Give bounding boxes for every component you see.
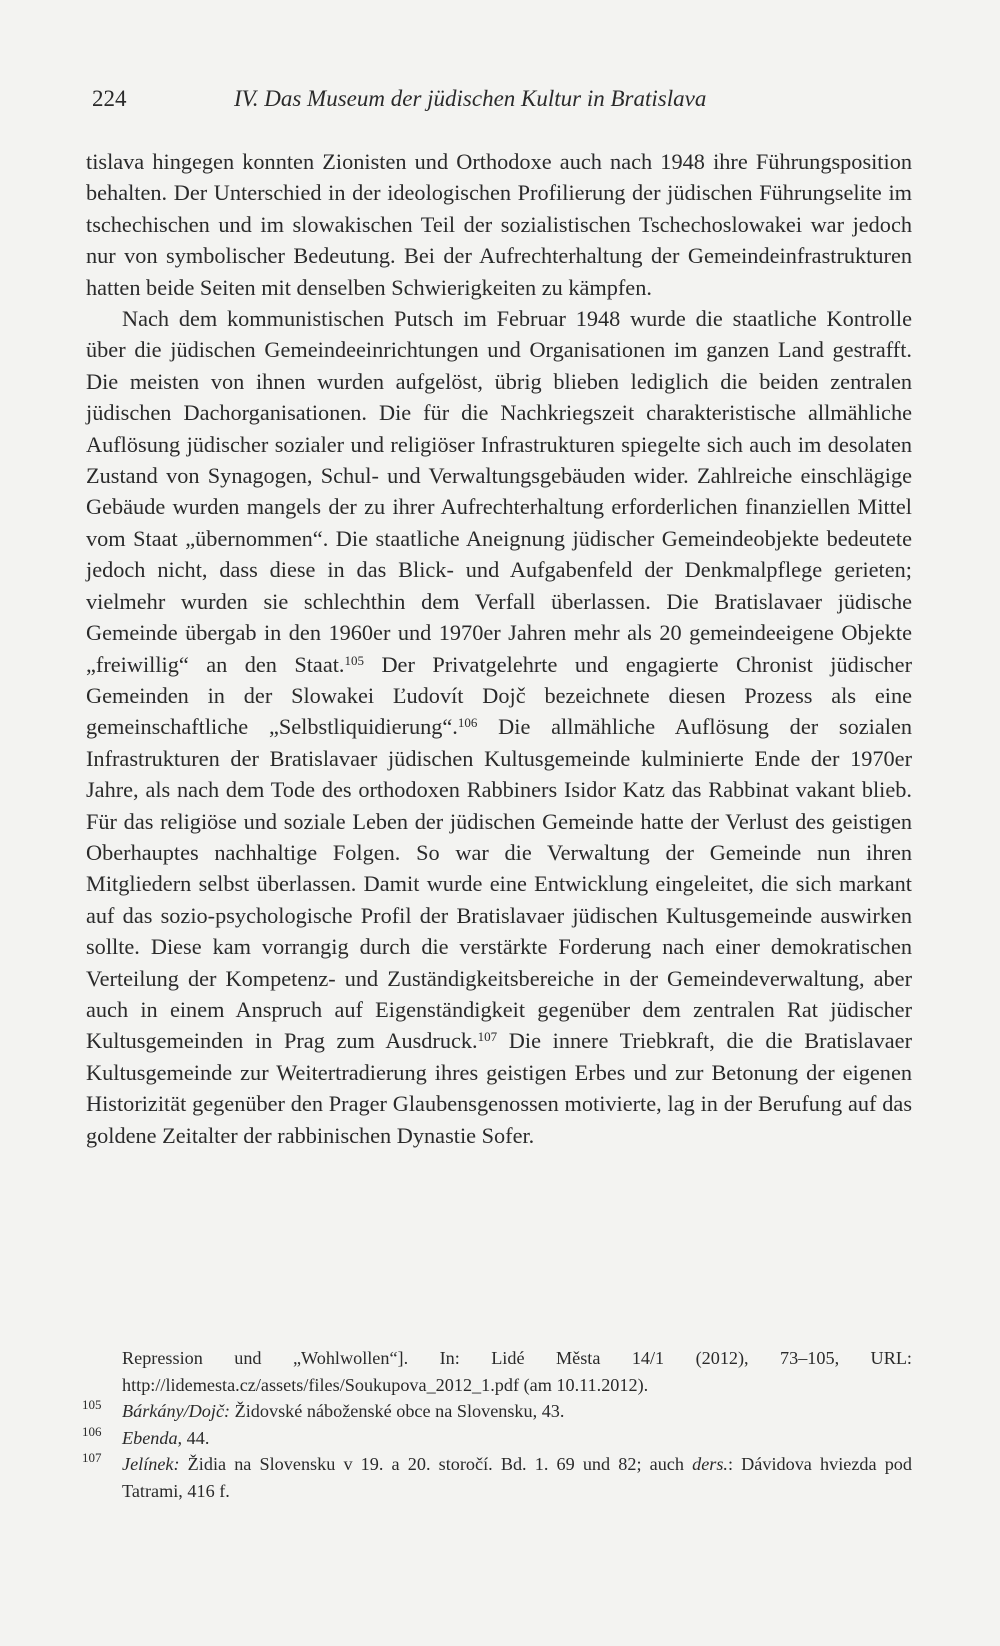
footnote-ref-107[interactable]: 107 (477, 1029, 498, 1045)
paragraph-2-part-c: Die allmähliche Auflösung der sozialen Infrastrukturen der Bratislavaer jüdischen Kultusgemeinde kulminierte Ende der 1970er Jahre, als nach dem Tode des orthodoxen Rabbiners Isidor Katz das Rabbinat vakant blieb. Für das religiöse und soziale Leben der jüdischen Gemeinde hatte der Verlust des geistigen Oberhauptes nachhaltige Folgen. So war die Verwaltung der Gemeinde nun ihren Mitgliedern selbst überlassen. Damit wurde eine Entwicklung eingeleitet, die sich markant auf das sozio-psychologische Profil der Bratislavaer jüdischen Kultusgemeinde auswirken sollte. Diese kam vorrangig durch die verstärkte Forderung nach einer demokratischen Verteilung der Kompetenz- und Zuständigkeitsbereiche in der Gemeindeverwaltung, aber auch in einem Anspruch auf Eigenständigkeit gegenüber dem zentralen Rat jüdischer Kultusgemeinden in Prag zum Ausdruck. (86, 714, 912, 1054)
paragraph-2-part-a: Nach dem kommunistischen Putsch im Februar 1948 wurde die staatliche Kontrolle über die jüdischen Gemeindeeinrichtungen und Organisationen im ganzen Land gestrafft. Die meisten von ihnen wurden aufgelöst, übrig blieben lediglich die beiden zentralen jüdischen Dachorganisationen. Die für die Nachkriegszeit charakteristische allmähliche Auflösung jüdischer sozialer und religiöser Infrastrukturen spiegelte sich auch im desolaten Zustand von Synagogen, Schul- und Verwaltungsgebäuden wider. Zahlreiche einschlägige Gebäude wurden mangels der zu ihrer Aufrechterhaltung erforderlichen finanziellen Mittel vom Staat „übernommen“. Die staatliche Aneignung jüdischer Gemeindeobjekte bedeutete jedoch nicht, dass diese in das Blick- und Aufgabenfeld der Denkmalpflege gerieten; vielmehr wurden sie schlechthin dem Verfall überlassen. Die Bratislavaer jüdische Gemeinde übergab in den 1960er und 1970er Jahren mehr als 20 gemeindeeigene Objekte „freiwillig“ an den Staat. (86, 306, 912, 677)
paragraph-2-part-d: Die innere Triebkraft, die die Bratislavaer Kultusgemeinde zur Weitertradierung ihres geistigen Erbes und zur Betonung der eigenen Historizität gegenüber den Prager Glaubensgenossen motivierte, lag in der Berufung auf das goldene Zeitalter der rabbinischen Dynastie Sofer. (86, 1028, 912, 1148)
footnote-106 (82, 1425, 912, 1452)
main-text (86, 146, 912, 1151)
paragraph-2-part-b: Der Privatgelehrte und engagierte Chronist jüdischer Gemeinden in der Slowakei Ľudovít Dojč bezeichnete diesen Prozess als eine gemeinschaftliche „Selbstliquidierung“. (86, 651, 912, 740)
footnote-text: Židia na Slovensku v 19. a 20. storočí. Bd. 1. 69 und 82; auch (179, 1454, 693, 1474)
footnote-105 (82, 1398, 912, 1425)
footnotes (82, 1345, 912, 1504)
footnote-ref-106[interactable]: 106 (457, 715, 478, 731)
footnote-text: 44. (182, 1427, 210, 1448)
footnote-107 (82, 1451, 912, 1504)
footnote-author: Jelínek: (122, 1454, 180, 1474)
footnote-author: Bárkány/Dojč: (122, 1401, 231, 1421)
footnote-number: 107 (82, 1450, 102, 1465)
footnote-text: Židovské náboženské obce na Slovensku, 43. (230, 1401, 565, 1421)
footnote-text-2: : Dávidova hviezda pod Tatrami, 416 f. (122, 1454, 912, 1501)
footnote-continuation (82, 1345, 912, 1398)
running-title: IV. Das Museum der jüdischen Kultur in Bratislava (234, 86, 707, 111)
footnote-continuation-text: Repression und „Wohlwollen“]. In: Lidé Města 14/1 (2012), 73–105, URL: http://lidemesta.cz/assets/files/Soukupova_2012_1.pdf (am 10.11.2012). (122, 1348, 912, 1395)
footnote-ref-105[interactable]: 105 (344, 652, 364, 668)
paragraph-2 (86, 303, 912, 1151)
footnote-number: 106 (82, 1423, 102, 1439)
footnote-author: Ebenda, (122, 1427, 183, 1448)
page-number: 224 (92, 86, 127, 111)
paragraph-1: tislava hingegen konnten Zionisten und Orthodoxe auch nach 1948 ihre Führungsposition behalten. Der Unterschied in der ideologischen Profilierung der jüdischen Führungselite im tschechischen und im slowakischen Teil der sozialistischen Tschechoslowakei war jedoch nur von symbolischer Bedeutung. Bei der Aufrechterhaltung der Gemeindeinfrastrukturen hatten beide Seiten mit denselben Schwierigkeiten zu kämpfen. (86, 149, 912, 300)
footnote-number: 105 (82, 1397, 102, 1412)
footnote-author-2: ders. (692, 1454, 728, 1474)
